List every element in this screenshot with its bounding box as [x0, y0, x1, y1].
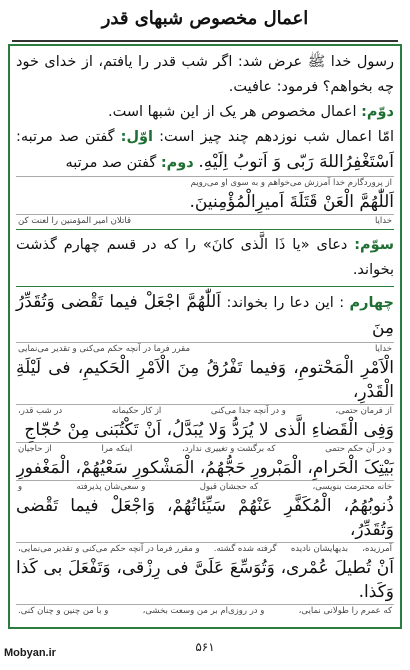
arabic-line: [16, 356, 394, 416]
arabic-text: ذُنوبُهُمُ، الْمُکَفَّرِ عَنْهُمْ سَیِّئاتُهُمْ، وَاجْعَلْ فیما تَقْضى وَتُقَدِّرُ،: [16, 496, 394, 540]
translation-text: خدایا: [374, 344, 392, 354]
text-span: دعای «یا ذَا الَّذی کانَ» را که در قسم چهارم گذشت بخواند.: [16, 237, 394, 278]
translation-text: و: [18, 482, 23, 492]
translation-text: مقرر فرما در آنچه حکم می‌کنی و تقدیر می‌نمایی: [18, 344, 191, 354]
page-header: [12, 8, 398, 36]
translation-text: از فرمان حتمی،: [335, 406, 392, 416]
paragraph-4: [16, 233, 394, 283]
arabic-line: [16, 456, 394, 492]
divider: [16, 229, 394, 230]
translation-line: [16, 442, 394, 454]
paragraph-5: [16, 290, 394, 342]
section-label: دوّم:: [361, 104, 394, 120]
header-divider: [12, 40, 398, 42]
translation-text: آمرزیده،: [362, 544, 392, 554]
translation-line: [16, 480, 394, 492]
arabic-text: الْاَمْرِ الْمَحْتومِ، وَفیما تَفْرُقُ مِنَ الْاَمْرِ الْحَکیمِ، فى لَیْلَةِ الْقَدْرِ،: [16, 358, 394, 402]
content-frame: [8, 44, 402, 629]
translation-line: [16, 542, 394, 554]
translation-text: بدیهایشان نادیده: [290, 544, 349, 554]
text-span: امّا اعمال شب نوزدهم چند چیز است:: [159, 129, 395, 145]
translation-text: از کار حکیمانه: [111, 406, 162, 416]
arabic-phrase: اَسْتَغْفِرُاللهَ رَبّى وَ اَتوبُ اِلَیْهِ.: [198, 152, 394, 172]
translation-text: و سعی‌شان پذیرفته: [76, 482, 146, 492]
translation-text: خانه محترمت بنویسی،: [312, 482, 392, 492]
arabic-text: وَفِى الْقَضاءِ الَّذى لا یُرَدُّ وَلا یُبَدَّلُ، اَنْ تَکْتُبَنى مِنْ حُجّاجِ: [24, 420, 394, 440]
translation-text: که حجشان قبول: [199, 482, 259, 492]
arabic-line: [16, 556, 394, 616]
text-span: گفتن صد مرتبه:: [16, 129, 115, 145]
paragraph-1: [16, 50, 394, 100]
text-span: عرض شد: اگر شب قدر را یافتم، از خدای خود چه بخواهم؟ فرمود: عافیت.: [16, 54, 394, 95]
translation-line: [16, 342, 394, 354]
arabic-text: اَللّٰهُمَّ الْعَنْ قَتَلَةَ اَمیرِالْمُؤْمِنینَ.: [189, 192, 394, 212]
translation-line: [16, 176, 394, 188]
page-title: اعمال مخصوص شبهای قدر: [101, 8, 309, 29]
text-span: گفتن صد مرتبه: [65, 155, 157, 171]
translation-text: و در روزی‌ام بر من وسعت بخشی،: [142, 606, 265, 616]
translation-text: از پروردگارم خدا آمرزش می‌خواهم و به سوی او می‌رویم: [190, 178, 392, 188]
paragraph-3: [16, 125, 394, 176]
translation-text: گرفته شده گشته.: [213, 544, 277, 554]
arabic-text: اَنْ تُطیلَ عُمْرى، وَتُوَسِّعَ عَلَىَّ فى رِزْقى، وَتَفْعَلَ بى کَذا وَکَذا.: [16, 558, 394, 602]
translation-text: که عمرم را طولانی نمایی،: [298, 606, 392, 616]
paragraph-2: [16, 100, 394, 125]
text-span: : این دعا را بخواند:: [226, 295, 345, 311]
arabic-line: [16, 494, 394, 554]
translation-line: [16, 214, 394, 226]
translation-text: قاتلان امیر المؤمنین را لعنت کن: [18, 216, 132, 226]
salawat-symbol: ﷺ: [307, 54, 326, 70]
arabic-line: [16, 190, 394, 226]
translation-text: و مقرر فرما در آنچه حکم می‌کنی و تقدیر می‌نمایی،: [18, 544, 200, 554]
translation-text: و در آنچه جدا می‌کنی: [210, 406, 286, 416]
page-number: ۵۶۱: [195, 640, 215, 654]
arabic-line: [16, 418, 394, 454]
section-label: دوم:: [160, 155, 194, 171]
text-span: اعمال مخصوص هر یک از این شبها است.: [108, 104, 357, 120]
translation-text: در شب قدر،: [18, 406, 63, 416]
translation-text: که برگشت و تغییری ندارد،: [182, 444, 276, 454]
translation-text: خدایا: [374, 216, 392, 226]
arabic-text: بَیْتِکَ الْحَرامِ، الْمَبْرورِ حَجُّهُمُ، الْمَشْکورِ سَعْیُهُمْ، الْمَغْفورِ: [16, 458, 394, 478]
translation-text: اینکه مرا: [101, 444, 133, 454]
section-label: اوّل:: [120, 129, 154, 145]
translation-text: از حاجیان: [18, 444, 52, 454]
translation-line: [16, 404, 394, 416]
translation-text: و در آن حکم حتمی: [325, 444, 392, 454]
translation-line: [16, 604, 394, 616]
divider: [16, 286, 394, 287]
arabic-phrase: اَللّٰهُمَّ اجْعَلْ فیما تَقْضى وَتُقَدِّرُ مِنَ: [16, 292, 394, 338]
section-label: سوّم:: [354, 237, 395, 253]
section-label: چهارم: [349, 295, 394, 311]
translation-text: و با من چنین و چنان کنی.: [18, 606, 109, 616]
site-watermark[interactable]: Mobyan.ir: [4, 647, 56, 659]
text-span: رسول خدا: [330, 54, 394, 70]
